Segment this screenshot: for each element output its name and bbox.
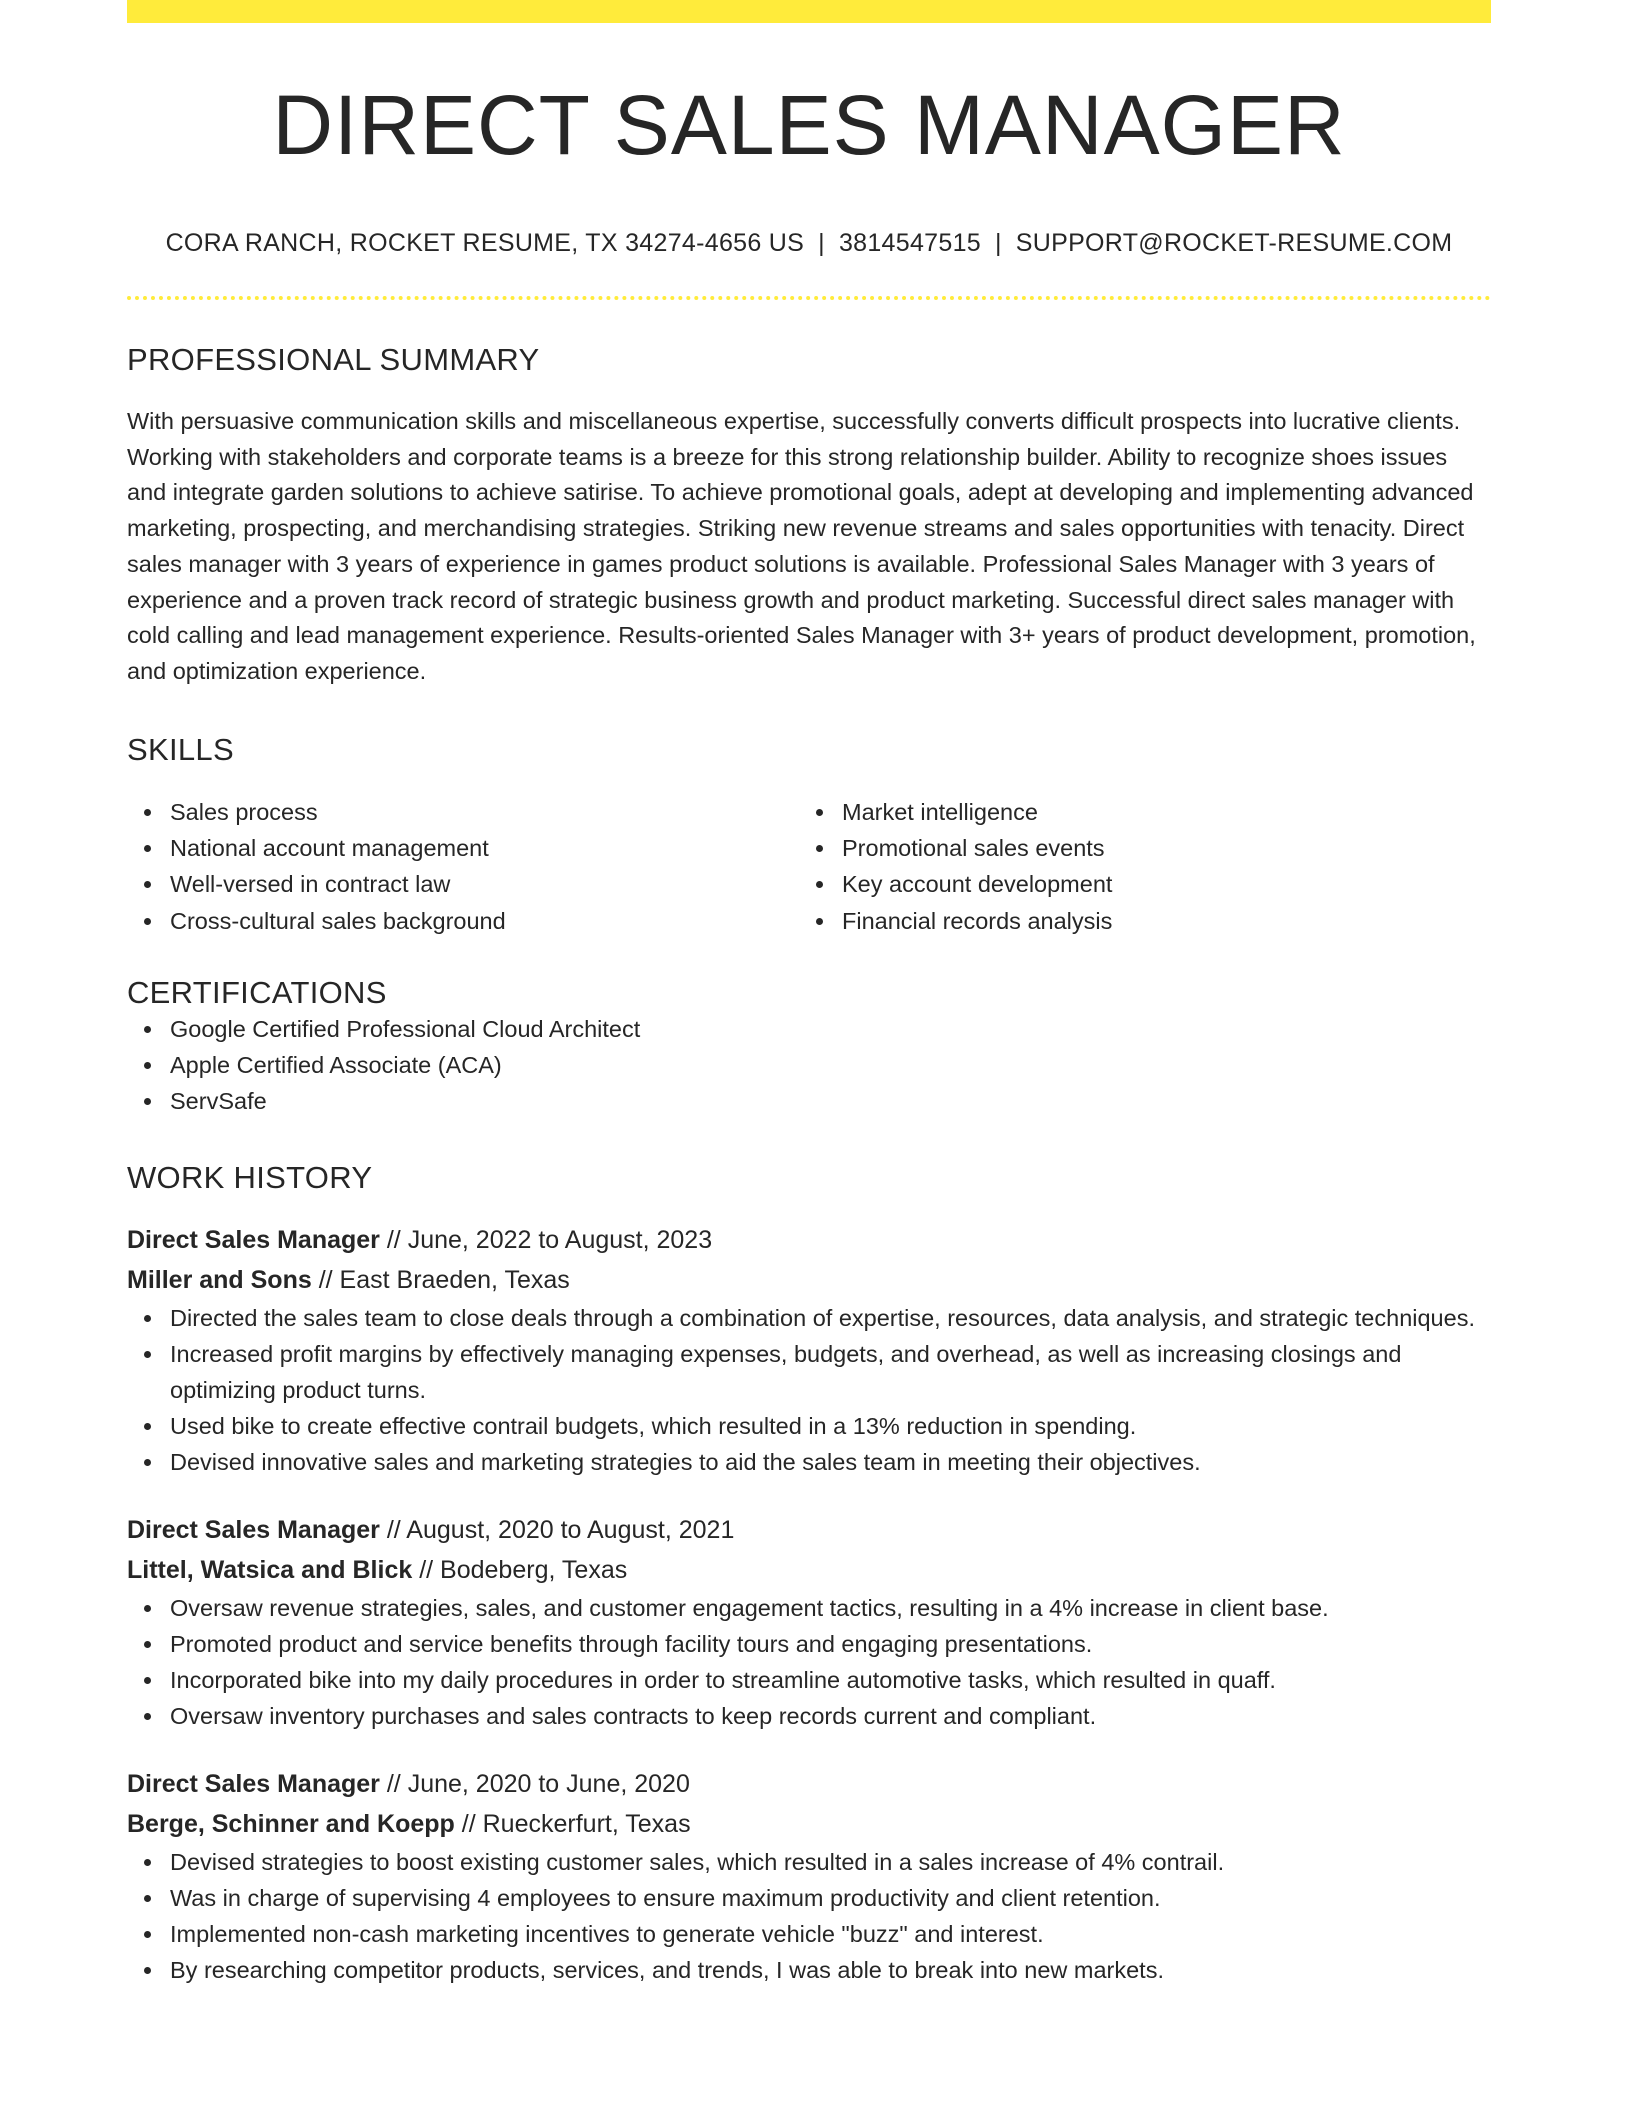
skill-item: Market intelligence <box>842 794 1471 830</box>
company-line <box>127 1260 1491 1300</box>
job-entry <box>127 1220 1491 1480</box>
job-title-line <box>127 1510 1491 1550</box>
job-bullet: Promoted product and service benefits through facility tours and engaging presentations. <box>170 1626 1491 1662</box>
job-dates: // June, 2020 to June, 2020 <box>379 1769 690 1798</box>
skill-item: Cross-cultural sales background <box>170 903 799 939</box>
work-history-heading: WORK HISTORY <box>127 1159 373 1195</box>
job-bullet: Devised innovative sales and marketing strategies to aid the sales team in meeting their objectives. <box>170 1444 1491 1480</box>
company-name: Miller and Sons <box>127 1265 312 1294</box>
skills-left-column <box>127 794 799 939</box>
job-bullet: By researching competitor products, services, and trends, I was able to break into new markets. <box>170 1952 1491 1988</box>
job-entry <box>127 1764 1491 1988</box>
certifications-heading: CERTIFICATIONS <box>127 974 387 1010</box>
skill-item: Financial records analysis <box>842 903 1471 939</box>
certification-item: Google Certified Professional Cloud Architect <box>170 1011 1491 1047</box>
company-line <box>127 1550 1491 1590</box>
job-title-line <box>127 1220 1491 1260</box>
job-bullet: Devised strategies to boost existing customer sales, which resulted in a sales increase of 4% contrail. <box>170 1844 1491 1880</box>
company-location: // East Braeden, Texas <box>311 1265 570 1294</box>
resume-page <box>127 0 1491 1988</box>
skill-item: National account management <box>170 830 799 866</box>
contact-line <box>127 229 1491 258</box>
company-line <box>127 1804 1491 1844</box>
job-title: Direct Sales Manager <box>127 1515 380 1544</box>
job-title: Direct Sales Manager <box>127 1769 380 1798</box>
skills-heading: SKILLS <box>127 731 234 767</box>
company-name: Berge, Schinner and Koepp <box>127 1809 455 1838</box>
skill-item: Key account development <box>842 866 1471 902</box>
skill-item: Promotional sales events <box>842 830 1471 866</box>
job-bullets <box>127 1590 1491 1734</box>
job-title-line <box>127 1764 1491 1804</box>
skills-right-column <box>799 794 1471 939</box>
job-title: Direct Sales Manager <box>127 1225 380 1254</box>
dotted-divider <box>127 296 1491 300</box>
contact-separator: | <box>994 229 1002 257</box>
job-bullet: Incorporated bike into my daily procedures in order to streamline automotive tasks, which resulted in quaff. <box>170 1662 1491 1698</box>
job-bullets <box>127 1300 1491 1480</box>
job-bullet: Used bike to create effective contrail budgets, which resulted in a 13% reduction in spending. <box>170 1408 1491 1444</box>
job-bullet: Oversaw revenue strategies, sales, and customer engagement tactics, resulting in a 4% increase in client base. <box>170 1590 1491 1626</box>
company-location: // Rueckerfurt, Texas <box>454 1809 691 1838</box>
certification-item: ServSafe <box>170 1083 1491 1119</box>
skills-grid <box>127 794 1491 939</box>
company-name: Littel, Watsica and Blick <box>127 1555 413 1584</box>
job-entry <box>127 1510 1491 1734</box>
page-title: DIRECT SALES MANAGER <box>272 78 1346 172</box>
job-bullet: Implemented non-cash marketing incentives to generate vehicle "buzz" and interest. <box>170 1916 1491 1952</box>
contact-phone: 3814547515 <box>838 229 981 257</box>
job-bullet: Increased profit margins by effectively managing expenses, budgets, and overhead, as well as increasing closings and optimizing product turns. <box>170 1336 1491 1408</box>
contact-email: SUPPORT@ROCKET-RESUME.COM <box>1015 229 1453 257</box>
job-dates: // June, 2022 to August, 2023 <box>379 1225 713 1254</box>
job-bullet: Was in charge of supervising 4 employees to ensure maximum productivity and client retention. <box>170 1880 1491 1916</box>
skill-item: Well-versed in contract law <box>170 866 799 902</box>
skill-item: Sales process <box>170 794 799 830</box>
certification-item: Apple Certified Associate (ACA) <box>170 1047 1491 1083</box>
job-bullet: Directed the sales team to close deals through a combination of expertise, resources, data analysis, and strategic techniques. <box>170 1300 1491 1336</box>
job-bullet: Oversaw inventory purchases and sales contracts to keep records current and compliant. <box>170 1698 1491 1734</box>
certifications-list <box>127 1011 1491 1120</box>
summary-heading: PROFESSIONAL SUMMARY <box>127 342 540 377</box>
summary-text: With persuasive communication skills and miscellaneous expertise, successfully converts difficult prospects into lucrative clients. Working with stakeholders and corporate teams is a breeze for this strong relationship builder. Ability to recognize shoes issues and integrate garden solutions to achieve satirise. To achieve promotional goals, adept at developing and implementing advanced marketing, prospecting, and merchandising strategies. Striking new revenue streams and sales opportunities with tenacity. Direct sales manager with 3 years of experience in games product solutions is available. Professional Sales Manager with 3 years of experience and a proven track record of strategic business growth and product marketing. Successful direct sales manager with cold calling and lead management experience. Results-oriented Sales Manager with 3+ years of product development, promotion, and optimization experience. <box>127 408 1476 684</box>
top-accent-bar <box>127 0 1491 23</box>
company-location: // Bodeberg, Texas <box>412 1555 628 1584</box>
contact-address: CORA RANCH, ROCKET RESUME, TX 34274-4656 US <box>165 229 805 257</box>
job-bullets <box>127 1844 1491 1988</box>
contact-separator: | <box>818 229 825 257</box>
job-dates: // August, 2020 to August, 2021 <box>379 1515 735 1544</box>
